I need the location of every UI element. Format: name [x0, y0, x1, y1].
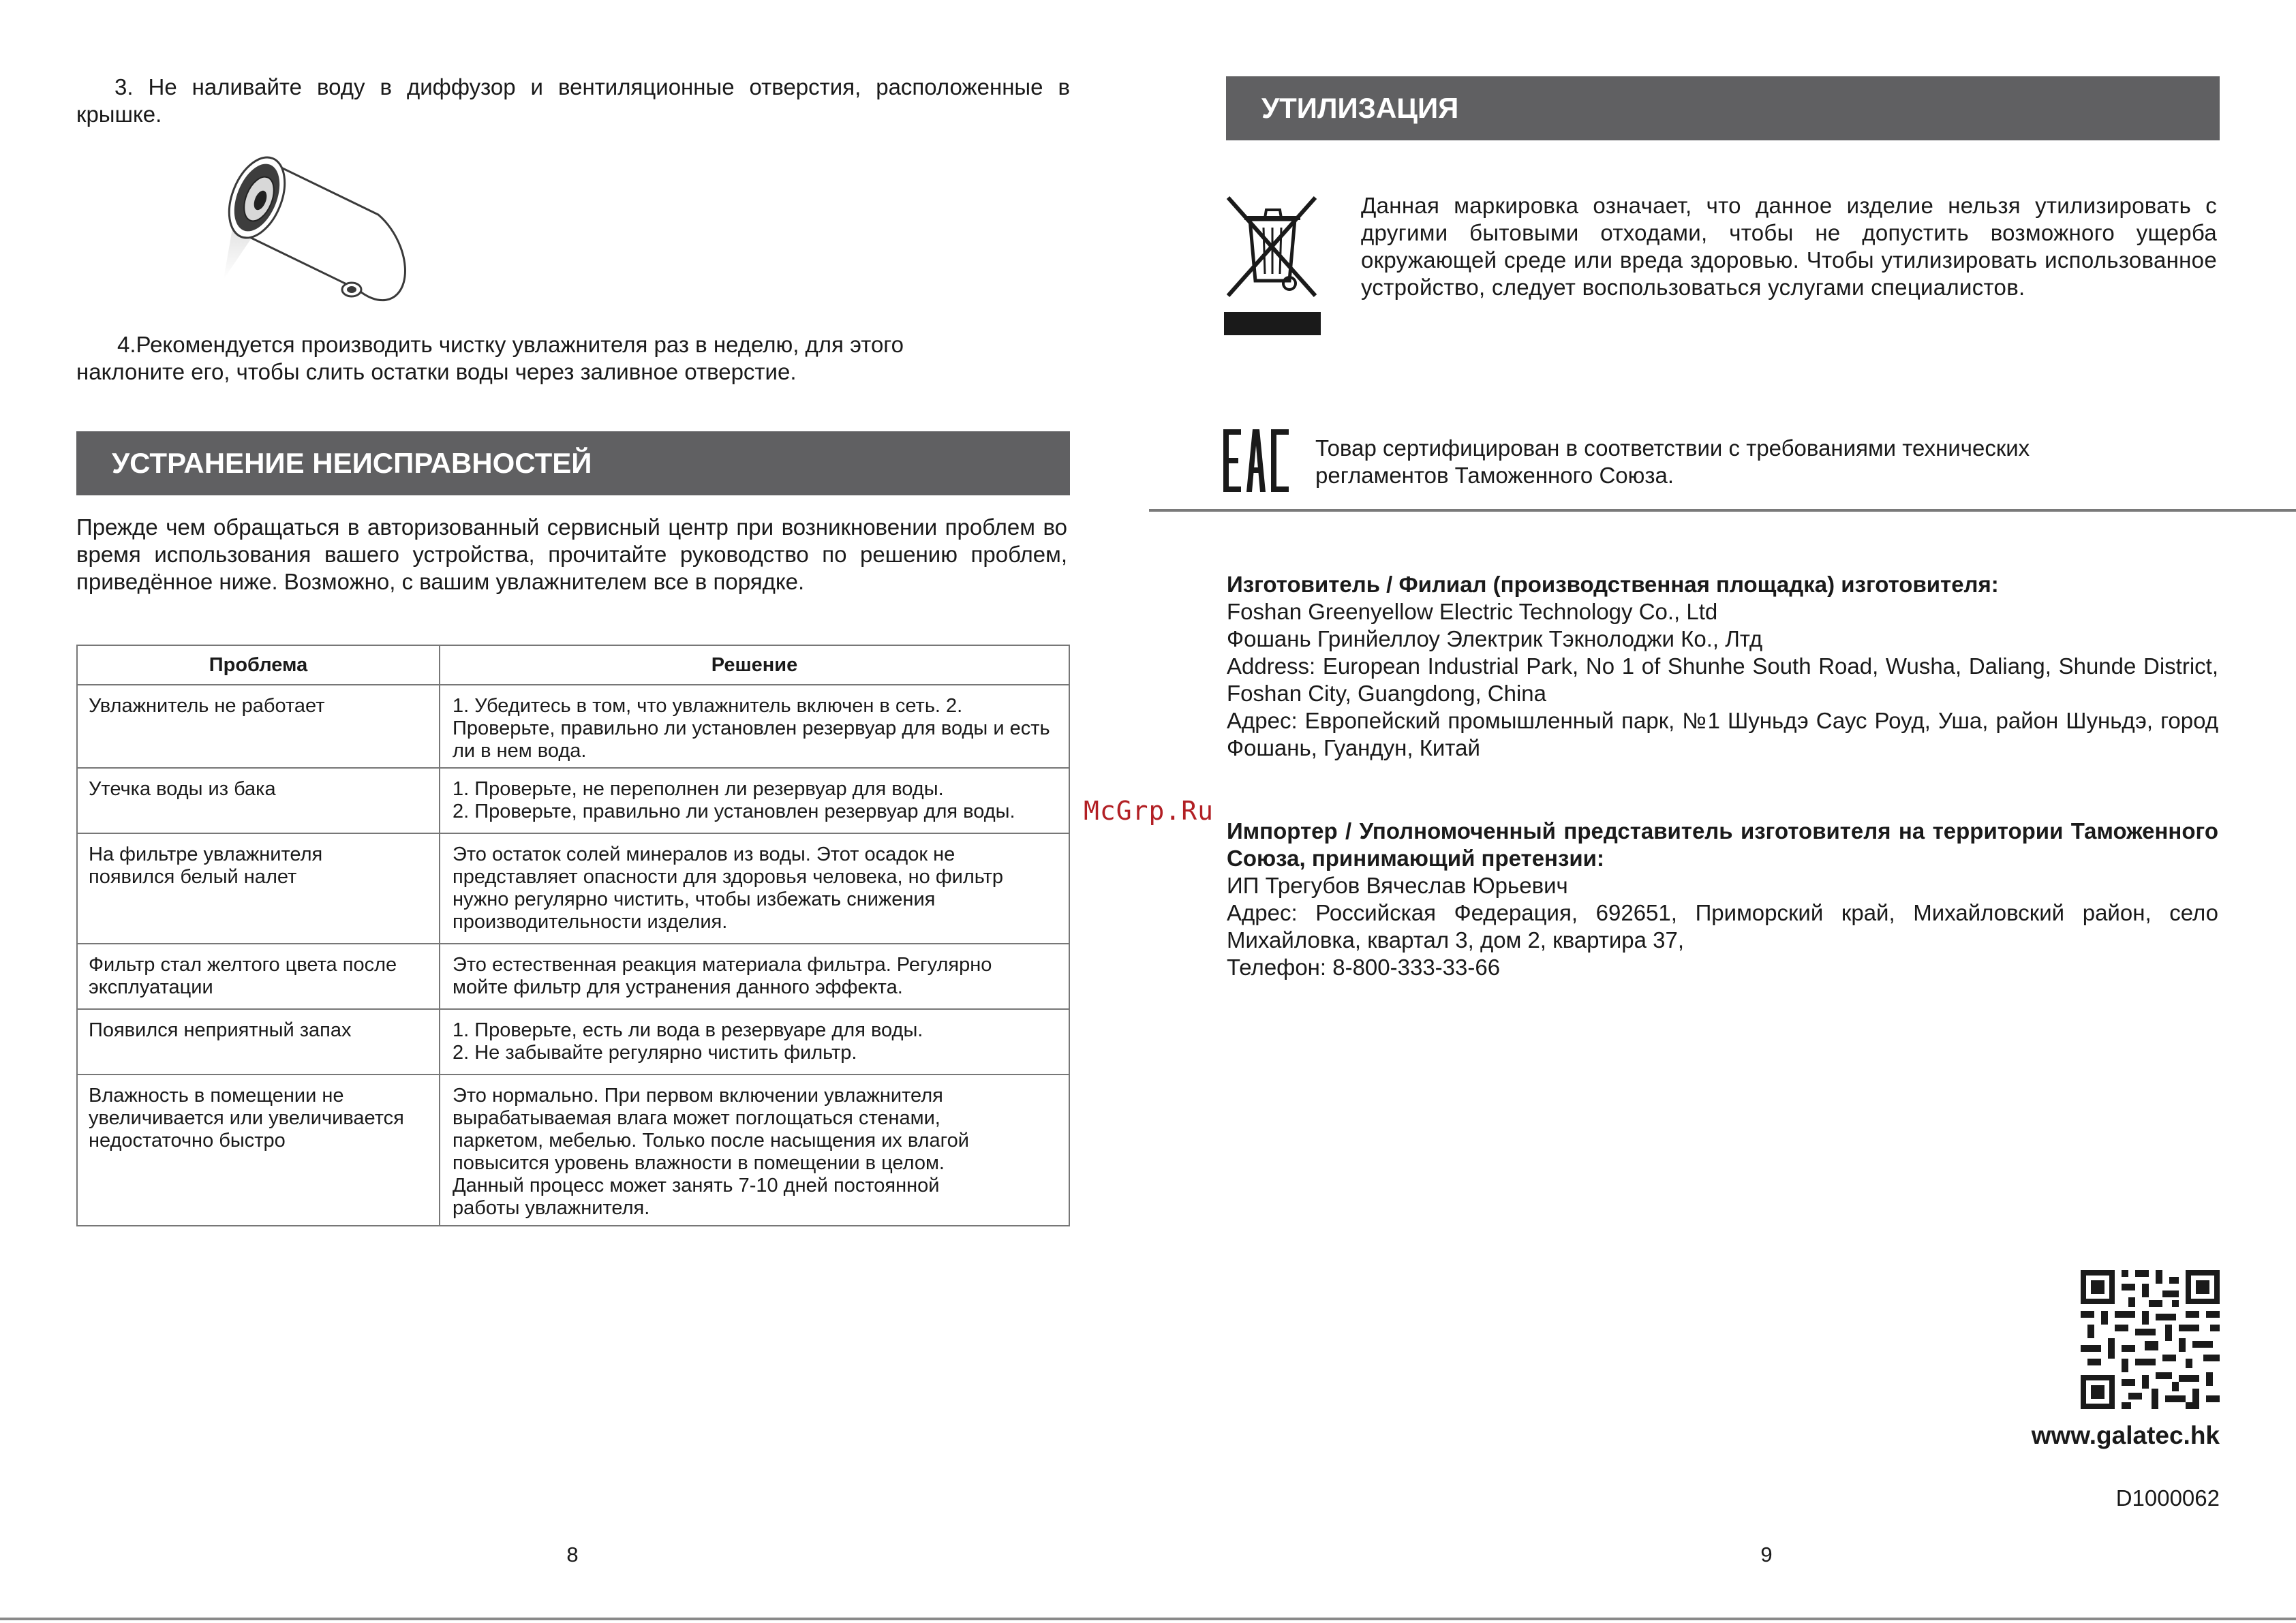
bottom-border: [0, 1618, 2296, 1620]
problem-cell: На фильтре увлажнителя появился белый налет: [77, 833, 440, 944]
table-row: [77, 1075, 1069, 1226]
eac-logo: [1223, 428, 1289, 493]
eac-text-line-2: регламентов Таможенного Союза.: [1315, 463, 1674, 488]
column-header-solution: Решение: [440, 645, 1069, 685]
problem-cell: Утечка воды из бака: [77, 768, 440, 833]
weee-bin-icon: [1224, 194, 1321, 337]
table-row: [77, 1009, 1069, 1075]
column-header-problem: Проблема: [77, 645, 440, 685]
troubleshooting-table: [76, 645, 1070, 1226]
document-code: D1000062: [2115, 1485, 2220, 1511]
solution-cell: Это остаток солей минералов из воды. Этот осадок не представляет опасности для здоровья человека, но фильтр нужно регулярно чистить, чтобы избежать снижения производительности изделия.: [440, 833, 1069, 944]
solution-cell: 1. Проверьте, есть ли вода в резервуаре для воды. 2. Не забывайте регулярно чистить фильтр.: [440, 1009, 1069, 1075]
table-row: [77, 833, 1069, 944]
solution-cell: Это нормально. При первом включении увлажнителя вырабатываемая влага может поглощаться стенами, паркетом, мебелью. Только после насыщения их влагой повысится уровень влажности в помещении в целом. Данный процесс может занять 7-10 дней постоянной работы увлажнителя.: [440, 1075, 1069, 1226]
step-4-line-2: наклоните его, чтобы слить остатки воды через заливное отверстие.: [76, 359, 797, 384]
problem-cell: Влажность в помещении не увеличивается или увеличивается недостаточно быстро: [77, 1075, 440, 1226]
disposal-heading: УТИЛИЗАЦИЯ: [1226, 76, 2220, 140]
disposal-text: Данная маркировка означает, что данное изделие нельзя утилизировать с другими бытовыми отходами, чтобы не допустить возможного ущерба окружающей среде или вреда здоровью. Чтобы утилизировать использованное устройство, следует воспользоваться услугами специалистов.: [1361, 193, 2217, 300]
table-row: [77, 685, 1069, 768]
importer-block: [1227, 818, 2218, 981]
manufacturer-heading: Изготовитель / Филиал (производственная площадка) изготовителя:: [1227, 572, 1999, 597]
page-number-left: 8: [566, 1543, 579, 1566]
troubleshooting-heading: УСТРАНЕНИЕ НЕИСПРАВНОСТЕЙ: [76, 431, 1070, 495]
step-4-line-1: 4.Рекомендуется производить чистку увлажнителя раз в неделю, для этого: [117, 332, 904, 357]
importer-heading: Импортер / Уполномоченный представитель изготовителя на территории Таможенного Союза, принимающий претензии:: [1227, 818, 2218, 871]
page-number-right: 9: [1760, 1543, 1773, 1566]
table-row: [77, 944, 1069, 1009]
eac-text-line-1: Товар сертифицирован в соответствии с требованиями технических: [1315, 435, 2030, 461]
table-row: [77, 768, 1069, 833]
solution-cell: 1. Проверьте, не переполнен ли резервуар для воды. 2. Проверьте, правильно ли установлен резервуар для воды.: [440, 768, 1069, 833]
solution-cell: Это естественная реакция материала фильтра. Регулярно мойте фильтр для устранения данного эффекта.: [440, 944, 1069, 1009]
table-header-row: [77, 645, 1069, 685]
problem-cell: Фильтр стал желтого цвета после эксплуатации: [77, 944, 440, 1009]
manufacturer-address-ru: Адрес: Европейский промышленный парк, №1 Шуньдэ Саус Роуд, Уша, район Шуньдэ, город Фошань, Гуандун, Китай: [1227, 708, 2218, 760]
importer-address: Адрес: Российская Федерация, 692651, Приморский край, Михайловский район, село Михайловка, квартал 3, дом 2, квартира 37,: [1227, 900, 2218, 953]
manufacturer-address-en: Address: European Industrial Park, No 1 of Shunhe South Road, Wusha, Daliang, Shunde District, Foshan City, Guangdong, China: [1227, 653, 2218, 706]
qr-code: [2081, 1270, 2220, 1409]
section-divider: [1149, 509, 2296, 512]
step-4-block: [76, 331, 1070, 386]
manufacturer-block: [1227, 571, 2218, 762]
step-3-text: 3. Не наливайте воду в диффузор и вентиляционные отверстия, расположенные в крышке.: [76, 74, 1070, 127]
manufacturer-name-ru: Фошань Гринйеллоу Электрик Тэкнолоджи Ко., Лтд: [1227, 626, 1763, 651]
eac-text-block: [1315, 435, 2222, 489]
solution-cell: 1. Убедитесь в том, что увлажнитель включен в сеть. 2. Проверьте, правильно ли установлен резервуар для воды и есть ли в нем вода.: [440, 685, 1069, 768]
troubleshooting-intro: Прежде чем обращаться в авторизованный сервисный центр при возникновении проблем во время использования вашего устройства, прочитайте руководство по решению проблем, приведённое ниже. Возможно, с вашим увлажнителем все в порядке.: [76, 514, 1067, 594]
website-link[interactable]: www.galatec.hk: [2031, 1421, 2220, 1449]
watermark-text: McGrp.Ru: [1084, 796, 1214, 826]
problem-cell: Увлажнитель не работает: [77, 685, 440, 768]
problem-cell: Появился неприятный запах: [77, 1009, 440, 1075]
importer-name: ИП Трегубов Вячеслав Юрьевич: [1227, 873, 1568, 898]
humidifier-illustration: [218, 133, 423, 317]
manufacturer-name-en: Foshan Greenyellow Electric Technology Co., Ltd: [1227, 599, 1718, 624]
importer-phone: Телефон: 8-800-333-33-66: [1227, 955, 1501, 980]
